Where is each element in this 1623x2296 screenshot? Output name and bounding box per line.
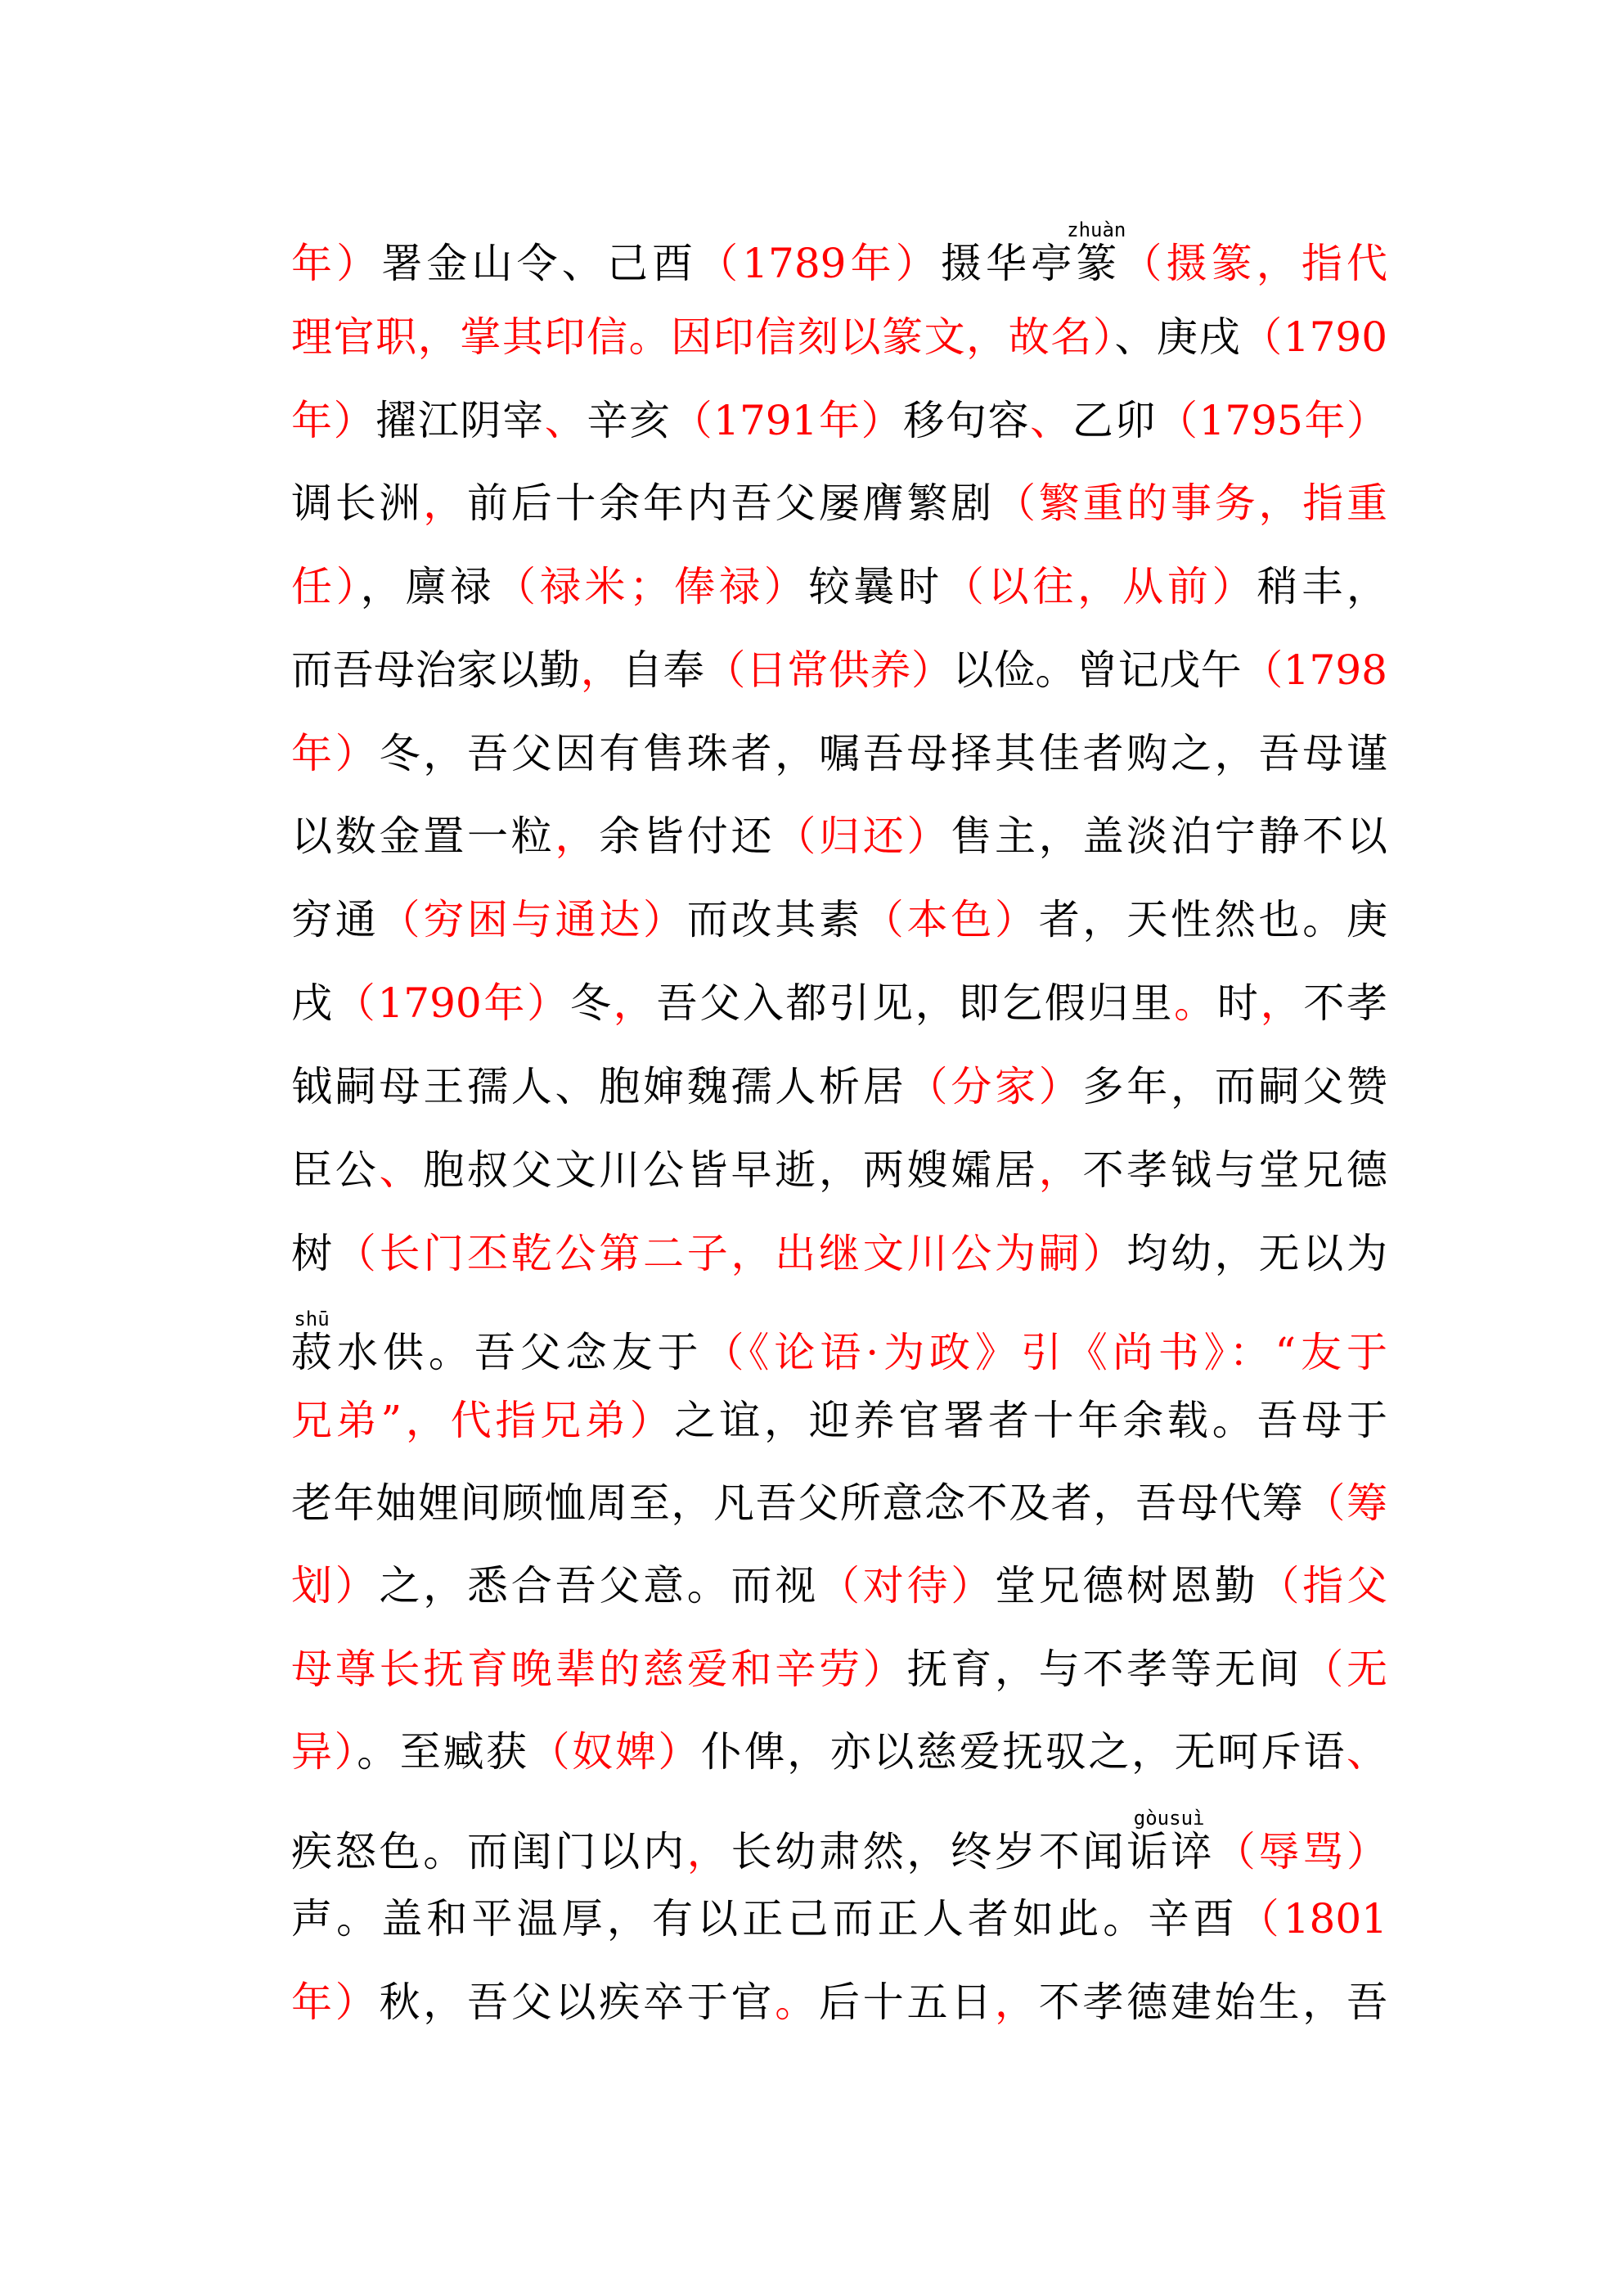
text-line — [291, 637, 1387, 703]
body-text: 而吾母治家以勤 — [291, 646, 581, 694]
annotation-text: 异） — [291, 1728, 357, 1776]
body-text: 自奉 — [622, 646, 705, 694]
body-text: 调长洲 — [291, 479, 424, 527]
ruby-base: 篆 — [1067, 240, 1126, 287]
body-text: 吾父入都引见，即乞假归里 — [656, 979, 1175, 1027]
body-text: 之，悉合吾父意。而视 — [379, 1562, 819, 1609]
body-text: 均幼，无以为 — [1126, 1230, 1387, 1277]
text-line — [291, 1470, 1387, 1536]
annotation-text: ， — [613, 979, 657, 1027]
annotation-text: （奴婢） — [528, 1728, 702, 1776]
annotation-text: （1790 — [1241, 313, 1388, 361]
text-line — [291, 1137, 1387, 1203]
body-text: 以数金置一粒 — [291, 813, 555, 860]
body-text: 摄华亭 — [940, 240, 1077, 287]
ruby-base: 菽 — [291, 1329, 337, 1376]
annotation-text: （本色） — [862, 896, 1039, 943]
annotation-text: （无 — [1302, 1645, 1387, 1693]
annotation-text: ， — [423, 479, 467, 527]
body-text: 多年，而嗣父赞 — [1082, 1063, 1387, 1110]
body-text: 移句容 — [903, 397, 1031, 444]
text-line — [291, 388, 1387, 453]
annotation-text: 年） — [291, 1979, 380, 2026]
body-text: 稍丰， — [1257, 563, 1388, 610]
annotation-text: 、 — [1347, 1728, 1388, 1776]
annotation-text: （《论语·为政》引《尚书》：“友于 — [703, 1329, 1387, 1376]
body-text: 不孝钺与堂兄德 — [1082, 1146, 1387, 1194]
annotated-char — [1067, 218, 1126, 287]
body-text: 后十五日 — [819, 1979, 995, 2026]
pinyin-annotation: zhuàn — [1067, 218, 1126, 241]
annotation-text: 年） — [291, 397, 376, 444]
annotation-text: 兄弟”，代指兄弟） — [291, 1397, 675, 1444]
annotation-text: （1798 — [1242, 646, 1387, 694]
text-line — [291, 304, 1387, 370]
body-text: 。至臧获 — [357, 1728, 529, 1776]
text-line — [291, 1809, 1387, 1875]
annotation-text: （摄篆，指代 — [1117, 240, 1387, 287]
text-line — [291, 1388, 1387, 1453]
body-text: 较曩时 — [808, 563, 943, 610]
body-text: 堂兄德树恩勤 — [995, 1562, 1259, 1609]
text-line — [291, 554, 1387, 619]
annotation-text: （1791年） — [671, 397, 904, 444]
body-text: 署金山令、己酉 — [381, 240, 698, 287]
annotation-text: 理官职，掌其印信。因印信刻以篆文，故名） — [291, 313, 1115, 361]
annotation-text: ， — [580, 646, 623, 694]
text-line — [291, 1553, 1387, 1618]
annotation-text: 年） — [291, 240, 382, 287]
text-line — [291, 970, 1387, 1036]
annotated-char — [291, 1308, 337, 1376]
body-text: 以俭。曾记戊午 — [952, 646, 1243, 694]
body-text: ，廪禄 — [360, 563, 495, 610]
annotation-text: ， — [555, 813, 600, 860]
body-text: 长幼肃然，终岁不闻 — [731, 1828, 1127, 1875]
text-line — [291, 1719, 1387, 1785]
annotation-text: 。 — [1174, 979, 1217, 1027]
annotated-char — [1126, 1807, 1215, 1875]
annotation-text: （1789年） — [697, 240, 941, 287]
body-text: 而改其素 — [686, 896, 863, 943]
body-text: 秋，吾父以疾卒于官 — [379, 1979, 776, 2026]
text-line — [291, 218, 1387, 287]
body-text: 钺嗣母王孺人、胞婶魏孺人析居 — [291, 1063, 907, 1110]
body-text: 抚育，与不孝等无间 — [906, 1645, 1303, 1693]
body-text: 胞叔父文川公皆早逝，两嫂孀居 — [423, 1146, 1039, 1194]
annotation-text: 、 — [379, 1146, 424, 1194]
annotation-text: 、 — [544, 397, 587, 444]
ruby-base: 诟谇 — [1126, 1828, 1215, 1875]
annotation-text: （对待） — [819, 1562, 995, 1609]
body-text: 冬 — [569, 979, 614, 1027]
body-text: 擢江阴宰 — [375, 397, 545, 444]
annotation-text: 任） — [291, 563, 361, 610]
body-text: 不孝 — [1303, 979, 1388, 1027]
annotation-text: ， — [995, 1979, 1039, 2026]
body-text: 穷通 — [291, 896, 380, 943]
body-text: 疾怒色。而闺门以内 — [291, 1828, 687, 1875]
text-line — [291, 721, 1387, 786]
text-line — [291, 1310, 1387, 1375]
text-line — [291, 1970, 1387, 2035]
annotation-text: （指父 — [1258, 1562, 1387, 1609]
annotation-text: （以往，从前） — [942, 563, 1257, 610]
body-text: 水供。吾父念友于 — [336, 1329, 704, 1376]
text-line — [291, 470, 1387, 536]
body-text: 声。盖和平温厚，有以正己而正人者如此。辛酉 — [291, 1895, 1239, 1943]
annotation-text: （1801 — [1238, 1895, 1387, 1943]
body-text: 者，天性然也。庚 — [1038, 896, 1387, 943]
text-line — [291, 1886, 1387, 1952]
annotation-text: ， — [686, 1828, 731, 1875]
annotation-text: 、 — [1030, 397, 1072, 444]
annotation-text: （筹 — [1304, 1479, 1388, 1527]
body-text: 戌 — [291, 979, 335, 1027]
annotation-text: 。 — [775, 1979, 819, 2026]
body-text: 、庚戌 — [1114, 313, 1242, 361]
pinyin-annotation: shū — [291, 1308, 333, 1330]
annotation-text: （辱骂） — [1214, 1828, 1387, 1875]
annotation-text: （分家） — [906, 1063, 1083, 1110]
text-line — [291, 887, 1387, 952]
pinyin-annotation: gòusuì — [1126, 1807, 1212, 1830]
annotation-text: （长门丕乾公第二子，出继文川公为嗣） — [335, 1230, 1127, 1277]
text-line — [291, 804, 1387, 869]
body-text: 冬，吾父因有售珠者，嘱吾母择其佳者购之，吾母谨 — [379, 730, 1387, 777]
body-text: 售主，盖淡泊宁静不以 — [951, 813, 1387, 860]
annotation-text: ， — [1038, 1146, 1083, 1194]
annotation-text: （1790年） — [334, 979, 570, 1027]
annotation-text: ， — [1260, 979, 1304, 1027]
body-text: 之谊，迎养官署者十年余载。吾母于 — [674, 1397, 1388, 1444]
body-text: 不孝德建始生，吾 — [1038, 1979, 1387, 2026]
annotation-text: （1795年） — [1156, 397, 1388, 444]
text-line — [291, 1054, 1387, 1119]
annotation-text: 划） — [291, 1562, 380, 1609]
annotation-text: （禄米；俸禄） — [494, 563, 809, 610]
body-text: 余皆付还 — [599, 813, 776, 860]
annotation-text: （日常供养） — [704, 646, 953, 694]
text-line — [291, 1636, 1387, 1702]
body-text: 时 — [1216, 979, 1261, 1027]
annotation-text: （穷困与通达） — [379, 896, 687, 943]
text-line — [291, 1221, 1387, 1286]
annotation-text: 年） — [291, 730, 380, 777]
body-text: 树 — [291, 1230, 335, 1277]
body-text: 前后十余年内吾父屡膺繁剧 — [467, 479, 995, 527]
body-text: 乙卯 — [1072, 397, 1157, 444]
annotation-text: 母尊长抚育晚辈的慈爱和辛劳） — [291, 1645, 907, 1693]
annotation-text: （繁重的事务，指重 — [995, 479, 1387, 527]
body-text: 辛亥 — [587, 397, 672, 444]
body-text: 老年妯娌间顾恤周至，凡吾父所意念不及者，吾母代筹 — [291, 1479, 1305, 1527]
annotation-text: （归还） — [775, 813, 951, 860]
body-text: 臣公 — [291, 1146, 380, 1194]
body-text: 仆俾，亦以慈爱抚驭之，无呵斥语 — [701, 1728, 1347, 1776]
